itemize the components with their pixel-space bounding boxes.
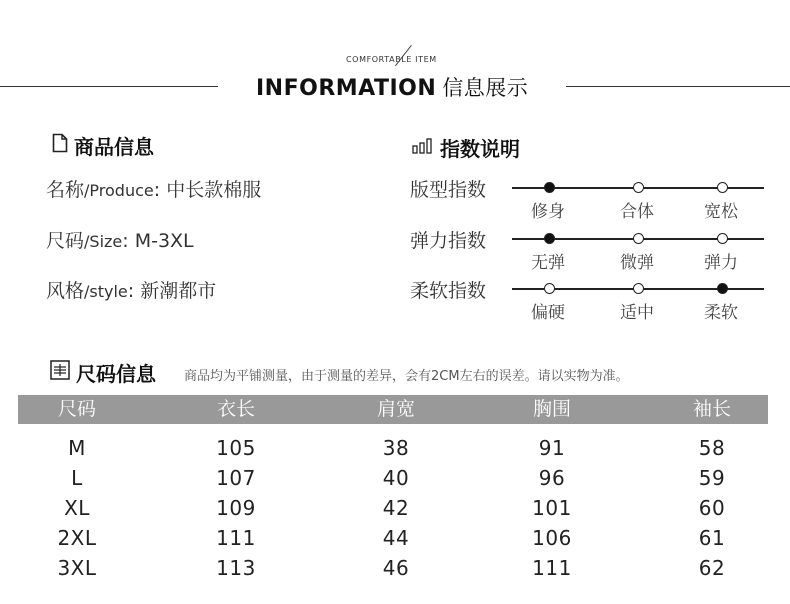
size-table-column-header: 袖长 (692, 398, 731, 420)
size-info-heading: 尺码信息 (76, 362, 156, 386)
product-info-label-en: /style (84, 282, 128, 301)
size-table-cell: 107 (216, 466, 256, 490)
index-dot (633, 283, 644, 294)
size-table-cell: 40 (382, 466, 410, 490)
index-dot-selected (717, 283, 728, 294)
size-table-cell: 60 (698, 496, 726, 520)
header-subtitle: COMFORTABLE ITEM (346, 55, 437, 64)
size-table-row (0, 466, 790, 496)
size-table-cell: 61 (698, 526, 726, 550)
size-table-cell: 105 (216, 436, 256, 460)
index-option-label: 柔软 (704, 303, 738, 323)
size-table-cell: 106 (532, 526, 572, 550)
product-info-value: 中长款棉服 (166, 179, 262, 201)
product-info-heading: 商品信息 (74, 135, 154, 159)
index-dot (717, 182, 728, 193)
size-table-cell: M (68, 436, 86, 460)
size-table-column-header: 尺码 (57, 398, 96, 420)
product-info-value: M-3XL (134, 230, 194, 252)
grid-icon (50, 360, 70, 380)
size-table-row (0, 436, 790, 466)
index-option-label: 合体 (620, 202, 654, 222)
index-option-label: 修身 (531, 202, 565, 222)
index-option-label: 弹力 (704, 253, 738, 273)
size-table-cell: 62 (698, 556, 726, 580)
bar-chart-icon (412, 138, 432, 154)
size-table-cell: 111 (216, 526, 256, 550)
index-dot-selected (544, 233, 555, 244)
size-table-cell: 58 (698, 436, 726, 460)
size-table-cell: 46 (382, 556, 410, 580)
size-table-cell: 113 (216, 556, 256, 580)
product-info-label-en: /Size (84, 232, 123, 251)
size-table-cell: L (71, 466, 83, 490)
index-dot (544, 283, 555, 294)
index-option-label: 偏硬 (531, 303, 565, 323)
product-info-separator: : (127, 280, 141, 302)
size-table-cell: 2XL (57, 526, 97, 550)
index-heading: 指数说明 (440, 137, 520, 161)
header-rule-right (566, 86, 790, 87)
size-table-row (0, 496, 790, 526)
size-table-cell: 96 (538, 466, 566, 490)
size-table-column-header: 衣长 (216, 398, 255, 420)
size-table-row (0, 556, 790, 586)
product-info-value: 新潮都市 (140, 280, 217, 302)
index-label: 版型指数 (410, 179, 487, 201)
index-label: 弹力指数 (410, 230, 487, 252)
header-title-zh: 信息展示 (442, 76, 529, 100)
index-option-label: 宽松 (704, 202, 738, 222)
measurement-note: 商品均为平铺测量，由于测量的差异，会有2CM左右的误差。请以实物为准。 (184, 369, 629, 384)
size-table-column-header: 胸围 (532, 398, 571, 420)
size-table-cell: 109 (216, 496, 256, 520)
product-info-row (46, 276, 216, 303)
size-table-cell: 44 (382, 526, 410, 550)
product-info-label: 尺码 (46, 230, 85, 252)
index-option-label: 微弹 (620, 253, 654, 273)
index-dot (717, 233, 728, 244)
size-table-cell: XL (64, 496, 90, 520)
product-info-separator: : (122, 230, 135, 252)
product-info-separator: : (153, 179, 167, 201)
size-table-cell: 3XL (57, 556, 97, 580)
index-option-label: 无弹 (531, 253, 565, 273)
size-table-header (18, 395, 768, 424)
size-table-cell: 42 (382, 496, 410, 520)
header-title-en: INFORMATION (256, 76, 437, 101)
product-info-row (46, 175, 261, 202)
product-info-label-en: /Produce (84, 181, 154, 200)
size-table-column-header: 肩宽 (376, 398, 415, 420)
header-title (256, 72, 528, 102)
product-info-row (46, 226, 194, 253)
size-table-cell: 59 (698, 466, 726, 490)
size-table-cell: 111 (532, 556, 572, 580)
size-table-row (0, 526, 790, 556)
index-dot-selected (544, 182, 555, 193)
size-table-cell: 91 (538, 436, 566, 460)
index-option-label: 适中 (620, 303, 654, 323)
index-dot (633, 233, 644, 244)
size-table-cell: 101 (532, 496, 572, 520)
document-icon (52, 133, 68, 153)
product-info-label: 风格 (46, 280, 85, 302)
product-info-label: 名称 (46, 179, 85, 201)
index-dot (633, 182, 644, 193)
size-table-cell: 38 (382, 436, 410, 460)
index-label: 柔软指数 (410, 280, 487, 302)
header-rule-left (0, 86, 218, 87)
